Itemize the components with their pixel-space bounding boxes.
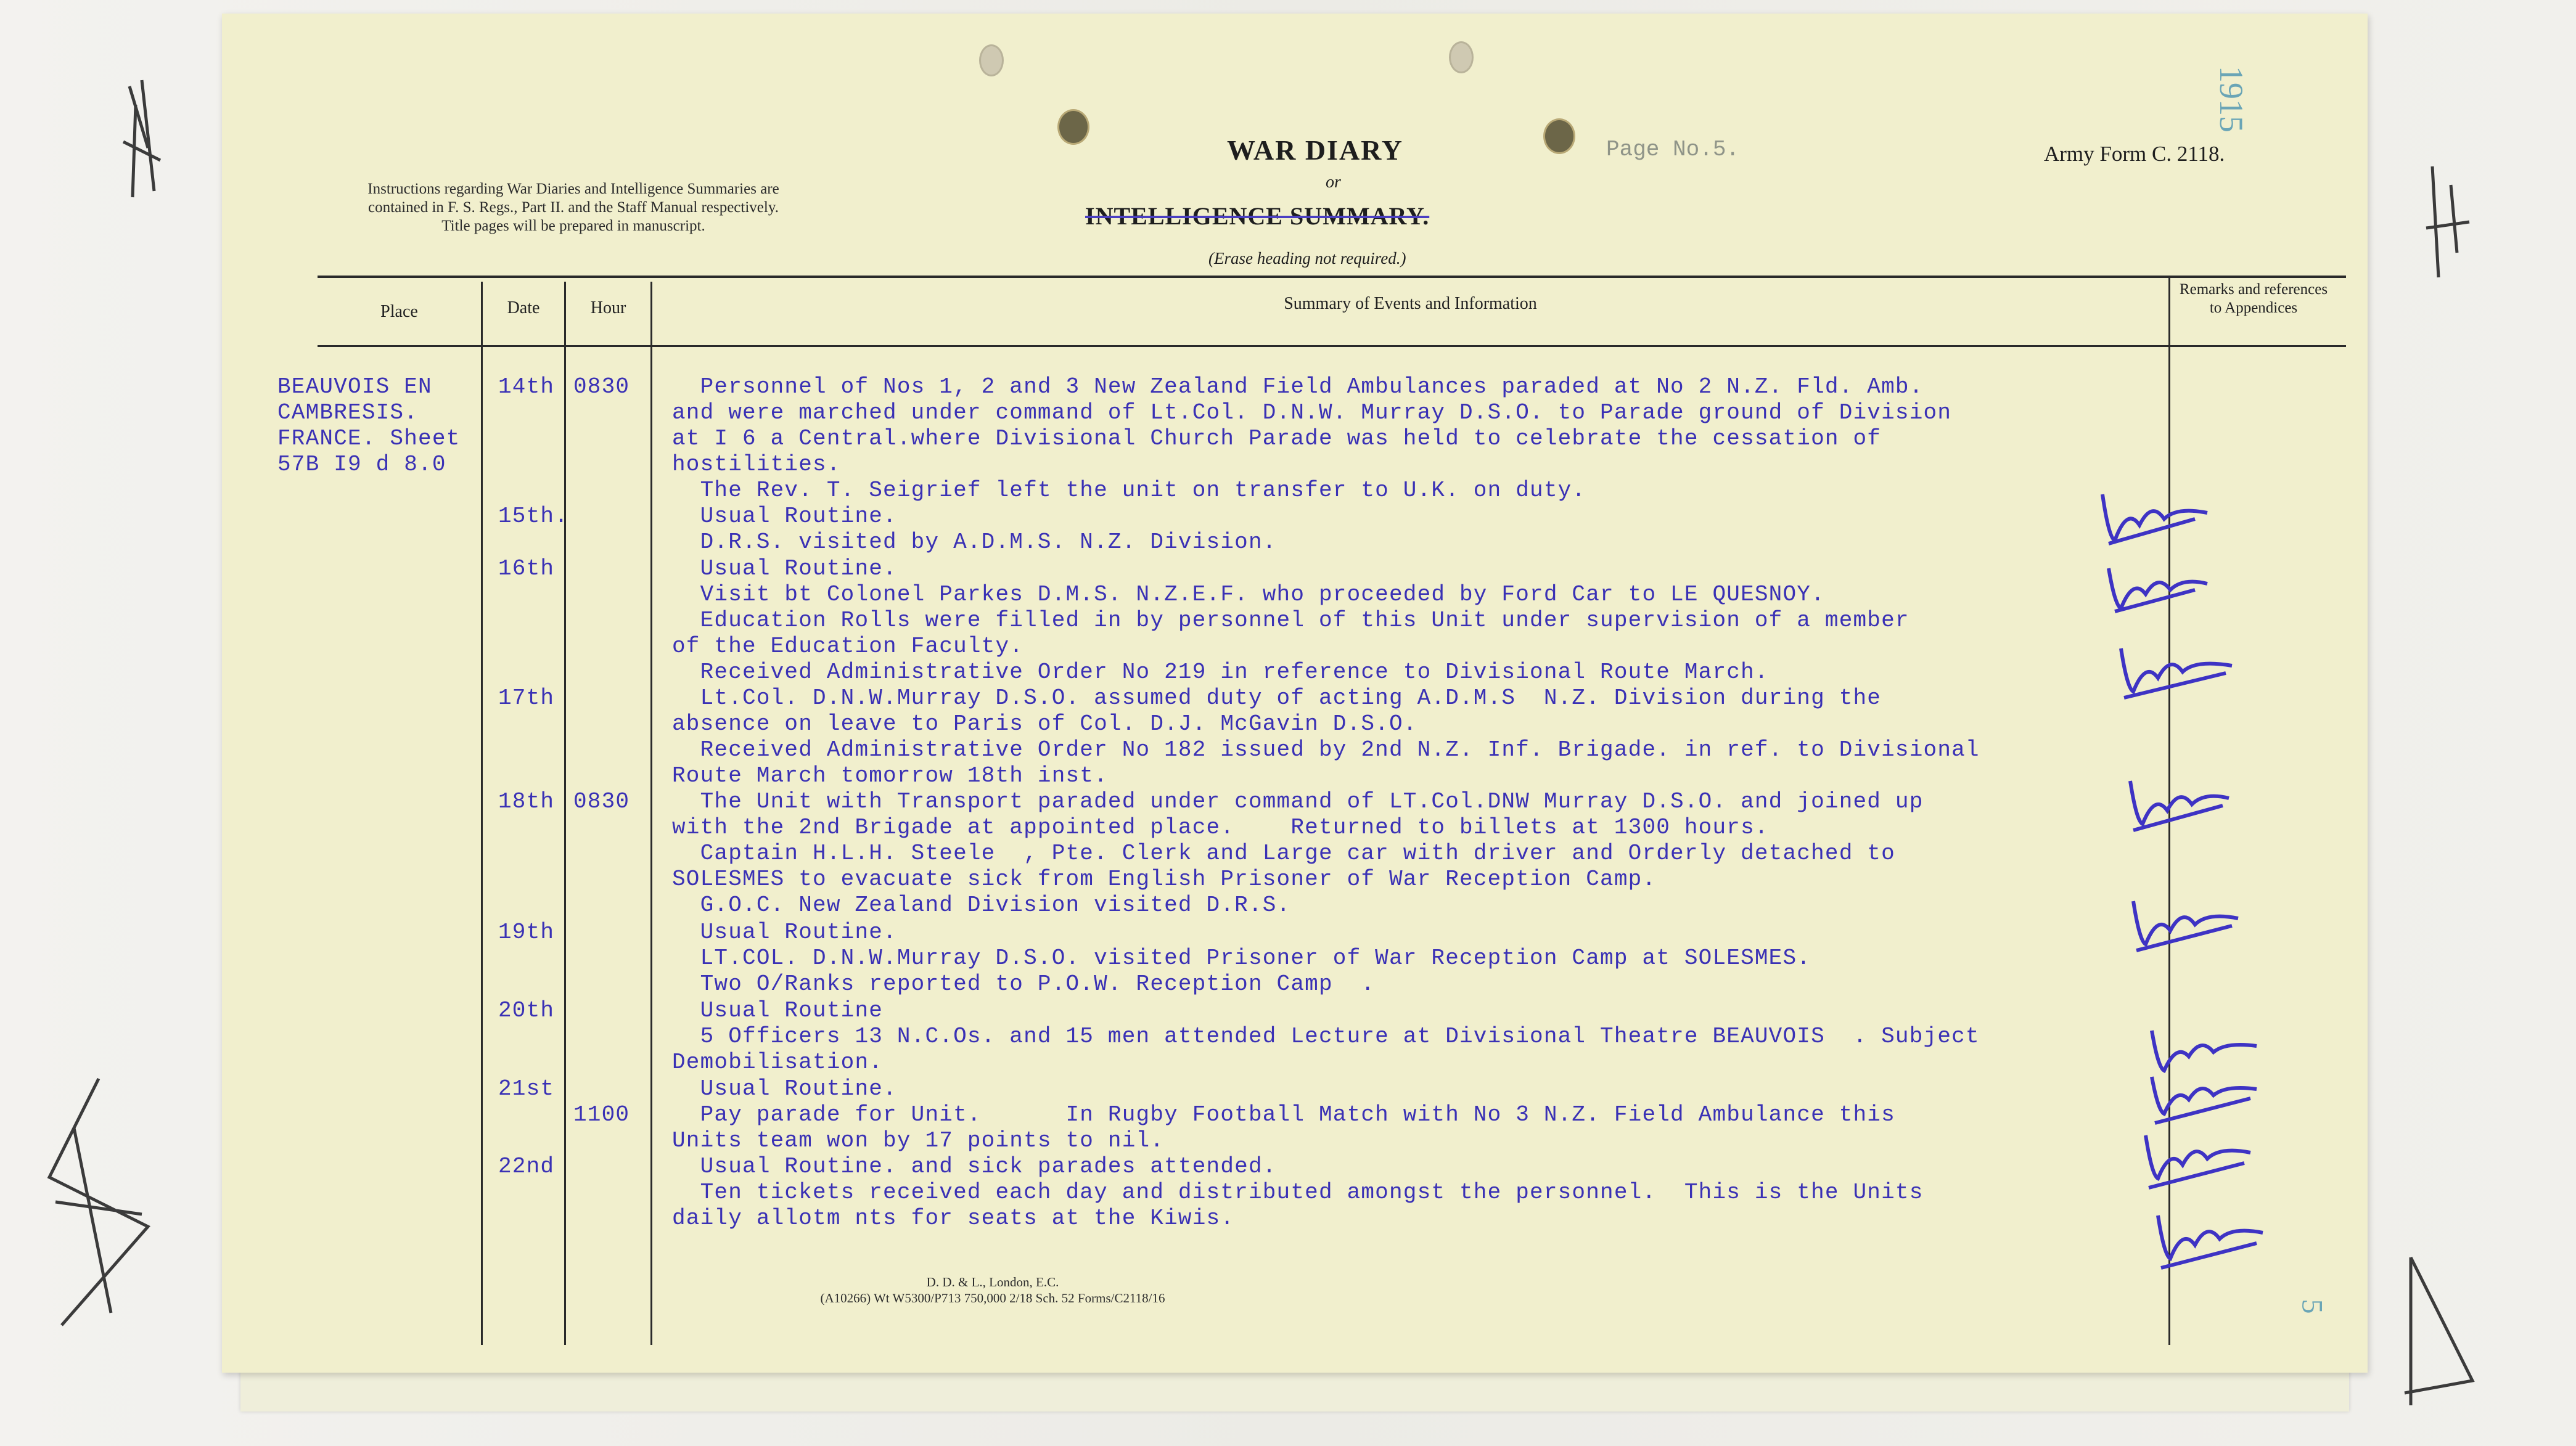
entry-date: 19th bbox=[498, 920, 555, 945]
entry-date: 17th bbox=[498, 685, 555, 711]
table-top-rule bbox=[318, 276, 2346, 278]
entry-line: 5 Officers 13 N.C.Os. and 15 men attended Lecture at Divisional Theatre BEAUVOIS . Subject bbox=[672, 1024, 1980, 1049]
entry-line: LT.COL. D.N.W.Murray D.S.O. visited Prisoner of War Reception Camp at SOLESMES. bbox=[672, 946, 1811, 971]
entry-date: 20th bbox=[498, 998, 555, 1023]
entry-line: Ten tickets received each day and distributed amongst the personnel. This is the Units bbox=[672, 1180, 1924, 1205]
entry-line: with the 2nd Brigade at appointed place. Returned to billets at 1300 hours. bbox=[672, 815, 1769, 840]
form-title-or: or bbox=[1326, 173, 1341, 192]
printer-imprint bbox=[715, 1274, 1270, 1306]
entry-line: Personnel of Nos 1, 2 and 3 New Zealand Field Ambulances paraded at No 2 N.Z. Fld. Amb. bbox=[672, 374, 1924, 399]
place-line: 57B I9 d 8.0 bbox=[277, 452, 446, 477]
pencil-scribble-right-top bbox=[2414, 154, 2482, 290]
place-line: CAMBRESIS. bbox=[277, 400, 419, 425]
punch-hole bbox=[979, 44, 1004, 76]
column-header-hour: Hour bbox=[590, 298, 626, 317]
entry-line: daily allotm nts for seats at the Kiwis. bbox=[672, 1206, 1235, 1231]
column-divider bbox=[650, 282, 652, 1345]
handwritten-initials bbox=[2139, 1018, 2263, 1129]
imprint-line: D. D. & L., London, E.C. bbox=[926, 1275, 1059, 1289]
column-header-place: Place bbox=[380, 302, 418, 321]
column-header-date: Date bbox=[507, 298, 540, 317]
army-form-number: Army Form C. 2118. bbox=[2044, 142, 2225, 166]
entry-line: G.O.C. New Zealand Division visited D.R.S. bbox=[672, 893, 1291, 918]
column-divider bbox=[481, 282, 483, 1345]
entry-hour: 0830 bbox=[573, 374, 630, 399]
form-instructions: Instructions regarding War Diaries and Intelligence Summaries are contained in F. S. Regs., Part II. and the Staff Manual respectively. Title pages will be prepared in manuscript. bbox=[367, 181, 779, 234]
entry-line: The Rev. T. Seigrief left the unit on transfer to U.K. on duty. bbox=[672, 478, 1586, 503]
entry-date: 16th bbox=[498, 556, 555, 581]
entry-line: Education Rolls were filled in by personnel of this Unit under supervision of a member bbox=[672, 608, 1909, 633]
erase-note: (Erase heading not required.) bbox=[1208, 249, 1406, 268]
corner-number: 5 bbox=[2295, 1299, 2329, 1314]
entry-line: Usual Routine bbox=[672, 998, 884, 1023]
entry-line: Visit bt Colonel Parkes D.M.S. N.Z.E.F. who proceeded by Ford Car to LE QUESNOY. bbox=[672, 582, 1825, 607]
form-subtitle: INTELLIGENCE SUMMARY. bbox=[1085, 202, 1430, 230]
entry-line: Units team won by 17 points to nil. bbox=[672, 1128, 1165, 1153]
punch-hole bbox=[1057, 109, 1089, 145]
entry-date: 21st bbox=[498, 1076, 555, 1101]
handwritten-initials bbox=[2096, 556, 2213, 618]
handwritten-initials bbox=[2118, 769, 2235, 836]
entry-line: Pay parade for Unit. In Rugby Football Match with No 3 N.Z. Field Ambulance this bbox=[672, 1102, 1895, 1127]
form-title: WAR DIARY bbox=[1227, 134, 1404, 166]
entry-line: D.R.S. visited by A.D.M.S. N.Z. Division. bbox=[672, 529, 1277, 555]
handwritten-initials bbox=[2090, 482, 2213, 550]
entry-line: Route March tomorrow 18th inst. bbox=[672, 763, 1108, 788]
entry-line: Two O/Ranks reported to P.O.W. Reception Camp . bbox=[672, 971, 1376, 997]
handwritten-initials bbox=[2146, 1203, 2269, 1277]
place-line: FRANCE. Sheet bbox=[277, 426, 461, 451]
entry-line: Demobilisation. bbox=[672, 1050, 884, 1075]
entry-hour: 0830 bbox=[573, 789, 630, 814]
pencil-scribble-right-bottom bbox=[2392, 1239, 2491, 1418]
entry-line: and were marched under command of Lt.Col. D.N.W. Murray D.S.O. to Parade ground of Division bbox=[672, 400, 1952, 425]
page-number: Page No.5. bbox=[1606, 137, 1740, 162]
entry-line: of the Education Faculty. bbox=[672, 634, 1024, 659]
war-diary-page bbox=[222, 14, 2368, 1373]
entry-hour: 1100 bbox=[573, 1102, 630, 1127]
entry-line: Captain H.L.H. Steele , Pte. Clerk and Large car with driver and Orderly detached to bbox=[672, 841, 1895, 866]
table-header-rule bbox=[318, 345, 2346, 347]
place-line: BEAUVOIS EN bbox=[277, 374, 432, 399]
year-stamp: 1915 bbox=[2213, 66, 2250, 133]
column-header-summary: Summary of Events and Information bbox=[1284, 294, 1537, 313]
entry-line: Received Administrative Order No 219 in reference to Divisional Route March. bbox=[672, 660, 1769, 685]
entry-date: 15th. bbox=[498, 504, 569, 529]
entry-line: Usual Routine. bbox=[672, 1076, 897, 1101]
punch-hole bbox=[1449, 41, 1474, 73]
handwritten-initials bbox=[2133, 1123, 2257, 1197]
handwritten-initials bbox=[2121, 889, 2244, 957]
entry-line: Usual Routine. bbox=[672, 920, 897, 945]
punch-hole bbox=[1543, 118, 1575, 154]
entry-line: hostilities. bbox=[672, 452, 841, 477]
column-divider bbox=[564, 282, 566, 1345]
entry-line: SOLESMES to evacuate sick from English Prisoner of War Reception Camp. bbox=[672, 867, 1657, 892]
entry-line: at I 6 a Central.where Divisional Church Parade was held to celebrate the cessation of bbox=[672, 426, 1882, 451]
imprint-line: (A10266) Wt W5300/P713 750,000 2/18 Sch. 52 Forms/C2118/16 bbox=[820, 1291, 1165, 1305]
entry-line: absence on leave to Paris of Col. D.J. McGavin D.S.O. bbox=[672, 711, 1417, 737]
entry-line: The Unit with Transport paraded under command of LT.Col.DNW Murray D.S.O. and joined up bbox=[672, 789, 1924, 814]
entry-line: Lt.Col. D.N.W.Murray D.S.O. assumed duty of acting A.D.M.S N.Z. Division during the bbox=[672, 685, 1882, 711]
entry-line: Usual Routine. bbox=[672, 504, 897, 529]
pencil-scribble-left-top bbox=[105, 68, 179, 216]
entry-date: 14th bbox=[498, 374, 555, 399]
pencil-scribble-left-bottom bbox=[25, 1066, 173, 1362]
handwritten-initials bbox=[2109, 636, 2238, 704]
entry-line: Received Administrative Order No 182 issued by 2nd N.Z. Inf. Brigade. in ref. to Divisional bbox=[672, 737, 1980, 762]
entry-line: Usual Routine. and sick parades attended. bbox=[672, 1154, 1277, 1179]
column-header-remarks: Remarks and references to Appendices bbox=[2179, 281, 2328, 316]
entry-date: 22nd bbox=[498, 1154, 555, 1179]
entry-date: 18th bbox=[498, 789, 555, 814]
entry-line: Usual Routine. bbox=[672, 556, 897, 581]
